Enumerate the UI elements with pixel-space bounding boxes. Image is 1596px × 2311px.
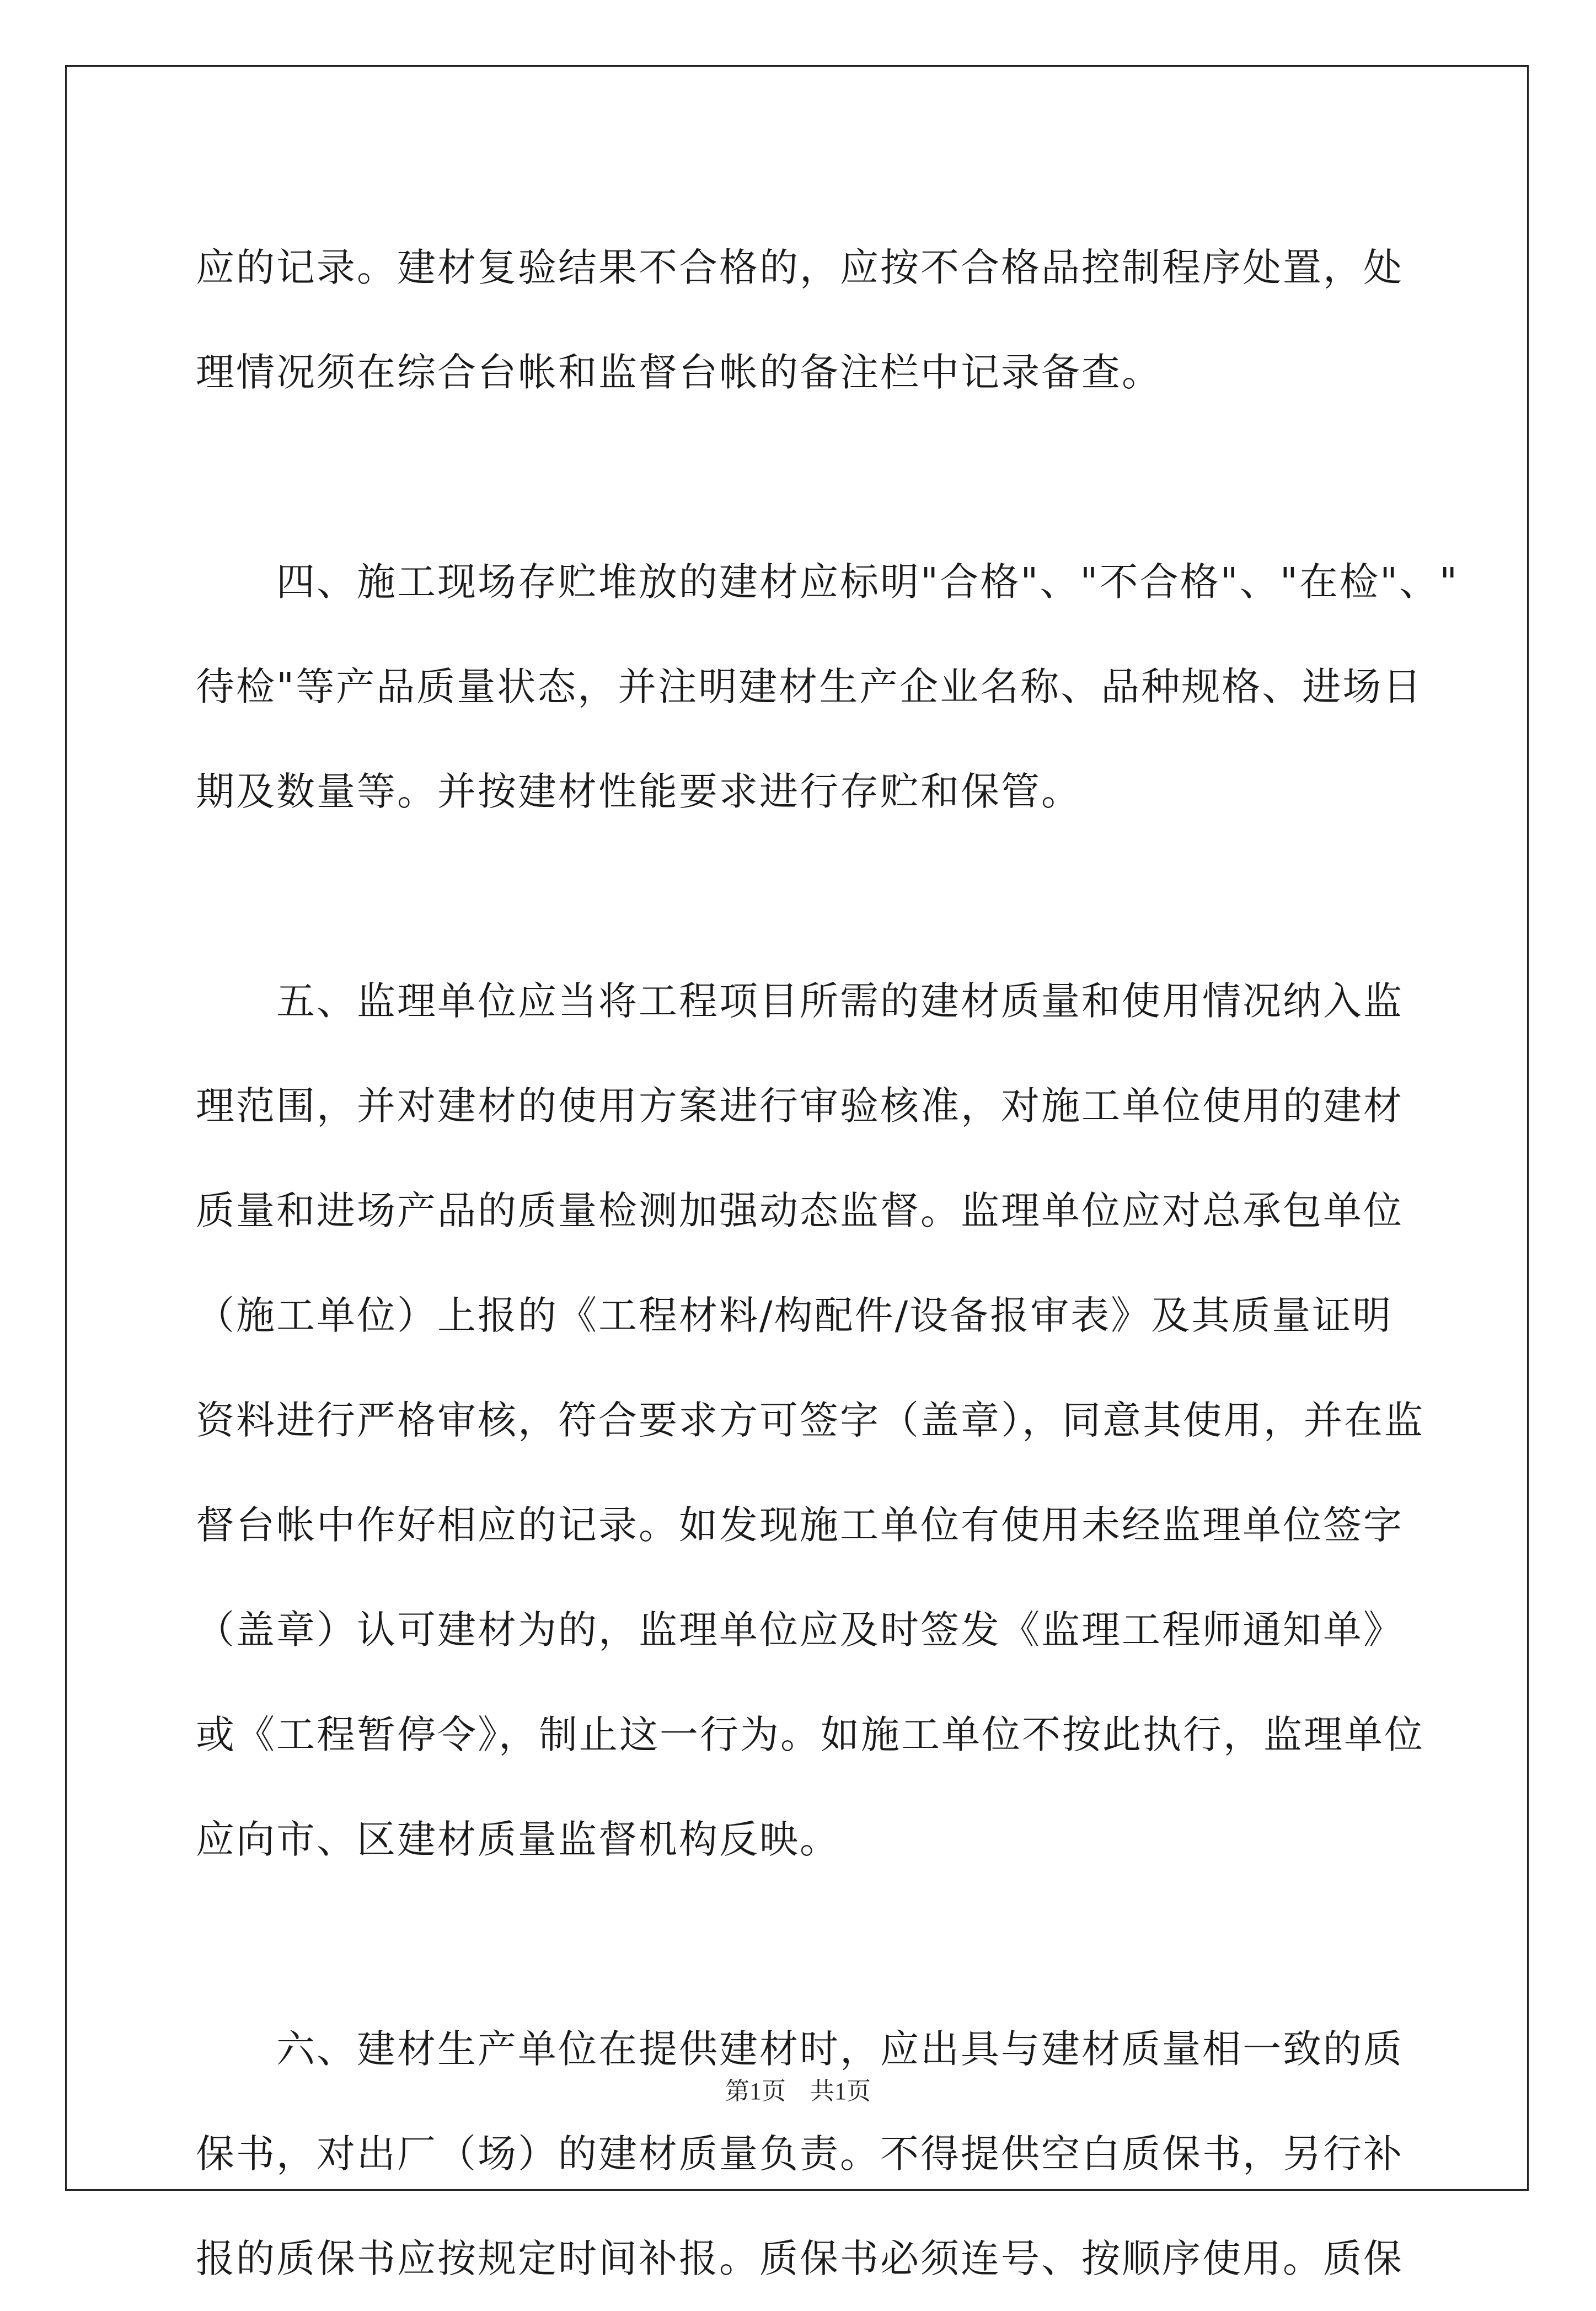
text-line: 理情况须在综合台帐和监督台帐的备注栏中记录备查。 xyxy=(196,350,1162,395)
paragraph xyxy=(196,1997,1409,2311)
text-line: 五、监理单位应当将工程项目所需的建材质量和使用情况纳入监 xyxy=(196,978,1404,1024)
text-line: 督台帐中作好相应的记录。如发现施工单位有使用未经监理单位签字 xyxy=(196,1502,1404,1548)
text-line: 四、施工现场存贮堆放的建材应标明"合格"、"不合格"、"在检"、" xyxy=(196,559,1459,605)
text-line: 资料进行严格审核，符合要求方可签字（盖章），同意其使用，并在监 xyxy=(196,1398,1424,1443)
page-footer: 第1页 共1页 xyxy=(725,2078,871,2105)
paragraph xyxy=(196,529,1459,844)
text-line: 期及数量等。并按建材性能要求进行存贮和保管。 xyxy=(196,769,1081,814)
paragraph xyxy=(196,949,1424,1892)
text-line: 理范围，并对建材的使用方案进行审验核准，对施工单位使用的建材 xyxy=(196,1083,1404,1128)
text-line: （施工单位）上报的《工程材料/构配件/设备报审表》及其质量证明 xyxy=(196,1293,1393,1338)
text-line: （盖章）认可建材为的，监理单位应及时签发《监理工程师通知单》 xyxy=(196,1607,1404,1652)
text-line: 质量和进场产品的质量检测加强动态监督。监理单位应对总承包单位 xyxy=(196,1188,1404,1233)
text-line: 待检"等产品质量状态，并注明建材生产企业名称、品种规格、进场日 xyxy=(196,664,1423,709)
text-line: 应向市、区建材质量监督机构反映。 xyxy=(196,1817,840,1862)
text-line: 报的质保书应按规定时间补报。质保书必须连号、按顺序使用。质保 xyxy=(196,2236,1404,2281)
text-line: 应的记录。建材复验结果不合格的，应按不合格品控制程序处置，处 xyxy=(196,245,1404,290)
text-line: 六、建材生产单位在提供建材时，应出具与建材质量相一致的质 xyxy=(196,2026,1404,2072)
document-body xyxy=(196,215,1459,2311)
paragraph xyxy=(196,215,1409,425)
text-line: 保书，对出厂（场）的建材质量负责。不得提供空白质保书，另行补 xyxy=(196,2131,1404,2176)
text-line: 或《工程暂停令》，制止这一行为。如施工单位不按此执行，监理单位 xyxy=(196,1712,1424,1757)
